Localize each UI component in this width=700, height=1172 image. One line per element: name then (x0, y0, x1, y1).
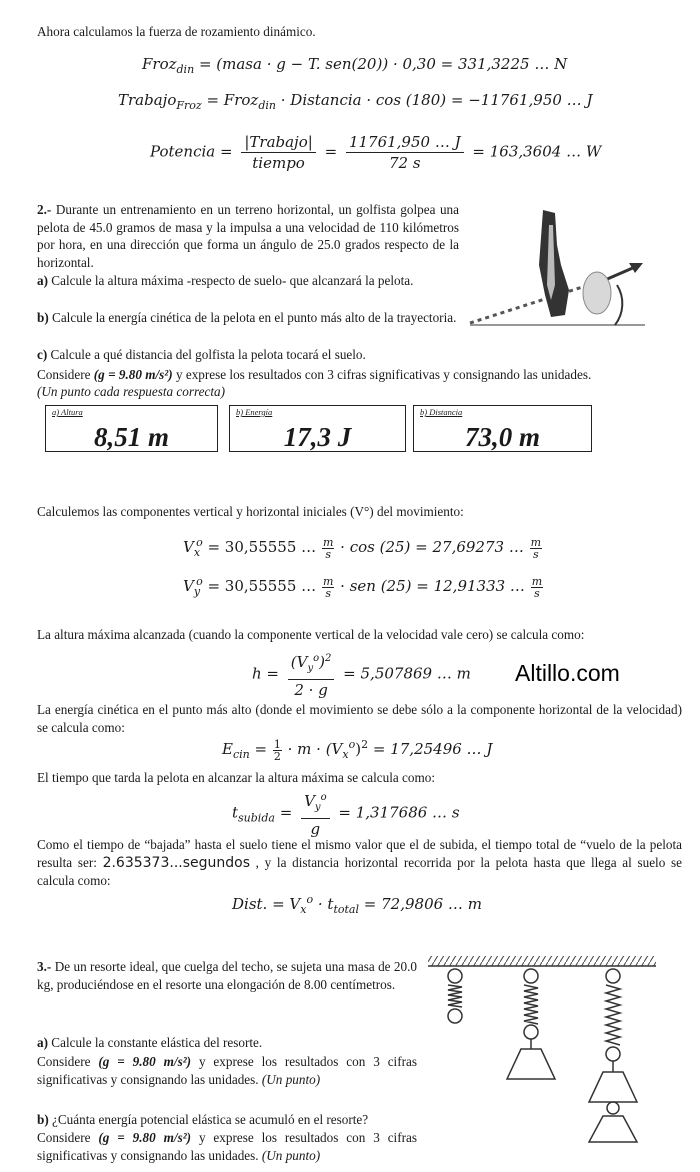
equation-dist (232, 893, 482, 916)
dist-vx-sup: o (306, 893, 314, 906)
q2-consider-pre: Considere (37, 367, 94, 382)
tsub-denominator: g (310, 820, 321, 838)
tsub-symbol: t (232, 803, 239, 822)
ecin-symbol: E (222, 740, 233, 758)
mass-block-3 (589, 1116, 637, 1142)
vy-unit2-num: m (531, 574, 543, 588)
ecin-half-num: 1 (273, 737, 281, 751)
trabajo-subscript: Froz (176, 99, 202, 112)
q3-b-consider (37, 1129, 417, 1164)
q2-c-label: c) (37, 347, 48, 362)
answer-box-altura (45, 405, 218, 452)
h-numerator: $(V_y^o)^2$ (288, 650, 335, 680)
equation-froz (142, 55, 567, 76)
ecin-rhs2: ) (355, 740, 362, 758)
h-num-sub: y (307, 663, 314, 674)
vy-unit-fraction (322, 576, 334, 599)
answer-label-altura: a) Altura (52, 407, 83, 417)
ecin-intro: La energía cinética en el punto más alto (donde el movimiento se debe sólo a la componente horizontal de la velocidad) se calcula como: (37, 702, 682, 735)
answer-box-energia (229, 405, 406, 452)
vy-value-b: · sen (25) = 12,91333 … (340, 577, 525, 595)
q3-text: De un resorte ideal, que cuelga del techo, se sujeta una masa de 20.0 kg, produciéndose en el resorte una elongación de 8.00 centímetros. (37, 959, 418, 992)
equation-trabajo (118, 91, 592, 112)
q2-b-label: b) (37, 310, 49, 325)
potencia-lhs: Potencia = (150, 142, 233, 161)
tsub-num-sup: o (320, 792, 327, 803)
q2-b-text: Calcule la energía cinética de la pelota en el punto más alto de la trayectoria. (52, 310, 457, 325)
vy-symbol: V (183, 577, 194, 595)
vx-unit-fraction-2 (530, 537, 542, 560)
potencia-equals: = (324, 142, 338, 161)
ecin-sub: cin (232, 748, 250, 761)
vx-value-a: = 30,55555 … (207, 538, 317, 556)
q2-c-text: Calcule a qué distancia del golfista la pelota tocará el suelo. (50, 347, 366, 362)
q2-item-a (37, 272, 459, 290)
potencia-rhs: = 163,3604 … W (472, 142, 602, 161)
angle-arc (615, 285, 622, 325)
potencia-f1-numerator: |Trabajo| (241, 133, 315, 153)
q3-b-note: (Un punto) (261, 1147, 321, 1163)
equation-potencia (150, 133, 601, 172)
ecin-equals: = (254, 740, 268, 758)
h-num-text: (V (290, 653, 308, 671)
trabajo-mid: = Froz (206, 91, 259, 109)
spring-double-loaded (589, 969, 637, 1142)
dist-lhs: Dist. = V (232, 895, 301, 913)
vy-value-a: = 30,55555 … (207, 577, 317, 595)
tsub-sub: subida (238, 811, 275, 825)
potencia-f2-denominator: 72 s (388, 154, 421, 172)
potencia-f2-numerator: 11761,950 … J (346, 133, 464, 153)
answer-label-distancia: b) Distancia (420, 407, 463, 417)
q2-note: (Un punto cada respuesta correcta) (37, 384, 226, 399)
q2-item-c (37, 346, 366, 364)
h-lhs: h = (252, 664, 279, 683)
intro-text: Ahora calculamos la fuerza de rozamiento dinámico. (37, 24, 316, 39)
vx-value-b: · cos (25) = 27,69273 … (340, 538, 524, 556)
ecin-rhs1: · m · (V (287, 740, 343, 758)
vy-sup: o (196, 575, 203, 588)
hmax-intro: La altura máxima alcanzada (cuando la componente vertical de la velocidad vale cero) se calcula como: (37, 627, 585, 642)
equation-h (252, 650, 471, 699)
q3-b-label: b) (37, 1112, 49, 1127)
q3-b-consider-pre: Considere (37, 1130, 99, 1145)
trabajo-mid-subscript: din (258, 99, 276, 112)
q3-a-consider-post: y exprese los resultados con 3 cifras significativas y consignando las unidades. (37, 1054, 417, 1087)
tsub-intro: El tiempo que tarda la pelota en alcanzar la altura máxima se calcula como: (37, 770, 436, 785)
bajada-value: 2.635373...segundos (102, 854, 250, 871)
tsub-rhs: = 1,317686 … s (338, 803, 460, 822)
ecin-rhs3: = 17,25496 … J (372, 740, 493, 758)
vy-unit-num: m (322, 574, 334, 588)
vx-unit2-den: s (533, 547, 539, 561)
q2-consider-g: (g = 9.80 m/s²) (93, 367, 173, 382)
equation-ecin: $E_{cin}$ = $\frac{1}{2}$ · $m \cdot (V_x^o)^2 = 17,25496$ … J (222, 737, 493, 763)
tsub-fraction (301, 789, 330, 838)
tsub-numerator (301, 789, 330, 819)
q2-number: 2.- (37, 202, 52, 217)
potencia-fraction-2 (346, 133, 464, 172)
q3-statement (37, 958, 417, 993)
q3-a-text: Calcule la constante elástica del resorte. (51, 1035, 263, 1050)
dist-sub: total (333, 903, 360, 916)
froz-subscript: din (176, 63, 195, 76)
answer-box-distancia (413, 405, 592, 452)
spring-illustration (428, 952, 660, 1148)
ecin-half-den: 2 (273, 749, 281, 763)
bajada-text-2: , y la distancia horizontal recorrida por la pelota hasta que llega al suelo se calcula como: (37, 854, 682, 888)
vx-unit-fraction (322, 537, 334, 560)
components-intro: Calculemos las componentes vertical y horizontal iniciales (V°) del movimiento: (37, 504, 464, 519)
vy-sub: y (193, 585, 201, 598)
dist-vx-sub: x (300, 903, 307, 916)
vx-unit-den: s (325, 547, 331, 561)
potencia-fraction-1 (241, 133, 315, 172)
q3-a-consider (37, 1053, 417, 1088)
q2-a-label: a) (37, 273, 48, 288)
vx-unit-num: m (322, 535, 334, 549)
q3-b-consider-post: y exprese los resultados con 3 cifras significativas y consignando las unidades. (37, 1130, 417, 1163)
brand-watermark: Altillo.com (515, 660, 620, 686)
mass-block-1 (507, 1049, 555, 1079)
q2-consider (37, 366, 682, 384)
q2-consider-post: y exprese los resultados con 3 cifras significativas y consignando las unidades. (172, 367, 592, 382)
froz-rhs: = (masa · g − T. sen(20)) · 0,30 = 331,3225 … N (198, 55, 568, 73)
golf-club-illustration (465, 205, 650, 335)
q3-a-consider-pre: Considere (37, 1054, 99, 1069)
equation-tsubida (232, 789, 460, 838)
vx-symbol: V (183, 538, 194, 556)
h-denominator: 2 · g (294, 681, 328, 699)
equation-vx (183, 536, 543, 560)
q3-b-text: ¿Cuánta energía potencial elástica se acumuló en el resorte? (52, 1112, 369, 1127)
froz-symbol: Froz (142, 55, 177, 73)
velocity-arrow (605, 267, 635, 280)
vy-unit2-den: s (534, 586, 540, 600)
q2-text: Durante un entrenamiento en un terreno horizontal, un golfista golpea una pelota de 45.0 gramos de masa y la impulsa a una velocidad de 110 kilómetros por hora, en una dirección que forma un ángulo de 25.0 grados respecto de la horizontal. (37, 202, 460, 270)
vx-unit2-num: m (530, 535, 542, 549)
spring-loaded (507, 969, 555, 1079)
h-rhs: = 5,507869 … m (343, 664, 471, 683)
q3-a-label: a) (37, 1035, 48, 1050)
bajada-text-1: Como el tiempo de “bajada” hasta el suelo tiene el mismo valor que el de subida, el tiempo total de “vuelo de la pelota resulta ser: (37, 837, 682, 870)
q3-a-consider-g: (g = 9.80 m/s²) (98, 1054, 192, 1069)
answer-value-altura: 8,51 m (93, 422, 169, 452)
dist-rhs: = 72,9806 … m (363, 895, 482, 913)
bajada-paragraph (37, 836, 682, 890)
potencia-f1-denominator: tiempo (252, 154, 305, 172)
q2-a-text: Calcule la altura máxima -respecto de suelo- que alcanzará la pelota. (51, 273, 414, 288)
h-num-sup: o (313, 653, 320, 664)
q3-item-b (37, 1111, 417, 1129)
vx-sub: x (193, 546, 201, 559)
tsub-num-sub: y (314, 802, 321, 813)
vx-sup: o (196, 536, 203, 549)
answer-value-energia: 17,3 J (283, 422, 352, 452)
trabajo-symbol: Trabajo (118, 91, 177, 109)
golf-ball (583, 272, 611, 314)
tsub-equals: = (279, 803, 293, 822)
dist-mid: · t (317, 895, 334, 913)
ecin-vx-sub: x (342, 748, 349, 761)
q2-statement (37, 201, 459, 271)
ceiling-hatch (428, 956, 656, 966)
trajectory-dashes (470, 283, 595, 323)
ecin-vx-sup: o (348, 738, 356, 751)
ecin-half (273, 739, 282, 762)
mass-block-2 (589, 1072, 637, 1102)
q2-item-b (37, 309, 459, 327)
tsub-num-text: V (304, 792, 315, 810)
q3-b-consider-g: (g = 9.80 m/s²) (98, 1130, 192, 1145)
equation-vy (183, 575, 544, 599)
trabajo-rhs: · Distancia · cos (180) = −11761,950 … J (280, 91, 593, 109)
vy-unit-fraction-2 (531, 576, 543, 599)
answer-value-distancia: 73,0 m (464, 422, 540, 452)
answer-label-energia: b) Energía (236, 407, 273, 417)
spring-unloaded (448, 969, 462, 1023)
vy-unit-den: s (325, 586, 331, 600)
q3-a-note: (Un punto) (261, 1071, 321, 1087)
q3-number: 3.- (37, 959, 52, 974)
q3-item-a (37, 1034, 417, 1052)
h-fraction (288, 650, 335, 699)
